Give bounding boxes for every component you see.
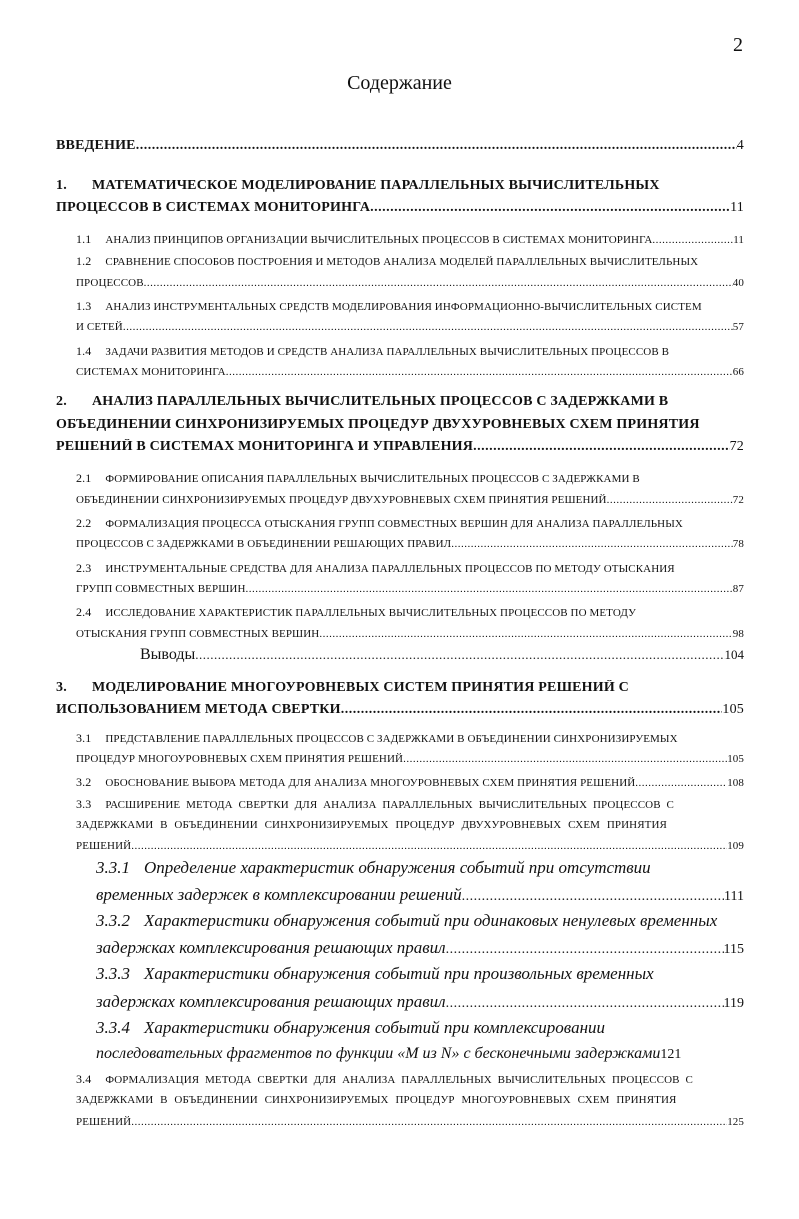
toc-entry-page: 125	[727, 1116, 744, 1128]
toc-subsection-3-3-1-line2[interactable]: временных задержек в комплексировании решений ..... 111	[96, 885, 744, 905]
toc-section-2-4[interactable]: 2.4 ИССЛЕДОВАНИЕ ХАРАКТЕРИСТИК ПАРАЛЛЕЛЬНЫХ ВЫЧИСЛИТЕЛЬНЫХ ПРОЦЕССОВ ПО МЕТОДУ	[76, 605, 636, 619]
toc-section-1-3[interactable]: 1.3 АНАЛИЗ ИНСТРУМЕНТАЛЬНЫХ СРЕДСТВ МОДЕЛИРОВАНИЯ ИНФОРМАЦИОННО-ВЫЧИСЛИТЕЛЬНЫХ СИСТЕМ	[76, 299, 702, 313]
chapter-number: 1.	[56, 178, 67, 193]
toc-subsection-3-3-2-line2[interactable]: задержках комплексирования решающих правил ..... 115	[96, 938, 744, 958]
toc-section-3-3[interactable]: 3.3 РАСШИРЕНИЕ МЕТОДА СВЕРТКИ ДЛЯ АНАЛИЗА ПАРАЛЛЕЛЬНЫХ ВЫЧИСЛИТЕЛЬНЫХ ПРОЦЕССОВ С	[76, 797, 674, 811]
toc-entry-intro[interactable]	[56, 138, 744, 154]
toc-chapter-1[interactable]	[56, 178, 744, 194]
toc-section-1-2-line2[interactable]: ПРОЦЕССОВ ..... 40	[76, 277, 744, 289]
toc-entry-page: 72	[732, 494, 744, 506]
toc-section-1-4-line2[interactable]: СИСТЕМАХ МОНИТОРИНГА ..... 66	[76, 366, 744, 378]
toc-entry-page: 57	[732, 321, 744, 333]
toc-section-2-4-line2[interactable]: ОТЫСКАНИЯ ГРУПП СОВМЕСТНЫХ ВЕРШИН ..... 98	[76, 628, 744, 640]
toc-entry-page: 104	[724, 647, 744, 662]
toc-section-1-3-line2[interactable]: И СЕТЕЙ ..... 57	[76, 321, 744, 333]
toc-entry-page: 105	[727, 753, 744, 765]
toc-subsection-3-3-4-line2[interactable]: последовательных фрагментов по функции «М из N» с бесконечными задержками 121	[96, 1045, 682, 1062]
toc-section-3-2[interactable]: 3.2 ОБОСНОВАНИЕ ВЫБОРА МЕТОДА ДЛЯ АНАЛИЗА МНОГОУРОВНЕВЫХ СХЕМ ПРИНЯТИЯ РЕШЕНИЙ ..... 108	[76, 775, 744, 790]
document-title: Содержание	[347, 72, 452, 94]
toc-section-2-2[interactable]: 2.2 ФОРМАЛИЗАЦИЯ ПРОЦЕССА ОТЫСКАНИЯ ГРУПП СОВМЕСТНЫХ ВЕРШИН ДЛЯ АНАЛИЗА ПАРАЛЛЕЛЬНЫХ	[76, 516, 683, 530]
toc-subsection-3-3-4[interactable]: 3.3.4 Характеристики обнаружения событий при комплексировании	[96, 1018, 606, 1037]
toc-subsection-3-3-1[interactable]: 3.3.1 Определение характеристик обнаружения событий при отсутствии	[96, 858, 651, 877]
toc-section-2-1[interactable]: 2.1 ФОРМИРОВАНИЕ ОПИСАНИЯ ПАРАЛЛЕЛЬНЫХ ВЫЧИСЛИТЕЛЬНЫХ ПРОЦЕССОВ С ЗАДЕРЖКАМИ В	[76, 471, 640, 485]
toc-chapter-3[interactable]: 3. МОДЕЛИРОВАНИЕ МНОГОУРОВНЕВЫХ СИСТЕМ ПРИНЯТИЯ РЕШЕНИЙ С	[56, 680, 629, 695]
toc-section-2-3-line2[interactable]: ГРУПП СОВМЕСТНЫХ ВЕРШИН ..... 87	[76, 583, 744, 595]
toc-entry-page: 87	[732, 583, 744, 595]
toc-entry-page: 109	[727, 840, 744, 852]
toc-entry-page: 72	[729, 439, 744, 454]
toc-entry-page: 98	[732, 628, 744, 640]
toc-section-2-3[interactable]: 2.3 ИНСТРУМЕНТАЛЬНЫЕ СРЕДСТВА ДЛЯ АНАЛИЗА ПАРАЛЛЕЛЬНЫХ ПРОЦЕССОВ ПО МЕТОДУ ОТЫСКАНИЯ	[76, 561, 675, 575]
toc-entry-page: 121	[660, 1047, 682, 1062]
toc-chapter-2-line3[interactable]: РЕШЕНИЙ В СИСТЕМАХ МОНИТОРИНГА И УПРАВЛЕНИЯ ..... 72	[56, 439, 744, 455]
toc-subsection-3-3-2[interactable]: 3.3.2 Характеристики обнаружения событий при одинаковых ненулевых временных	[96, 911, 718, 930]
toc-section-2-1-line2[interactable]: ОБЪЕДИНЕНИИ СИНХРОНИЗИРУЕМЫХ ПРОЦЕДУР ДВУХУРОВНЕВЫХ СХЕМ ПРИНЯТИЯ РЕШЕНИЙ ..... 72	[76, 494, 744, 506]
toc-entry-page: 11	[733, 234, 744, 246]
toc-section-2-2-line2[interactable]: ПРОЦЕССОВ С ЗАДЕРЖКАМИ В ОБЪЕДИНЕНИИ РЕШАЮЩИХ ПРАВИЛ ..... 78	[76, 538, 744, 550]
toc-entry-page: 66	[732, 366, 744, 378]
toc-entry-page: 108	[727, 777, 744, 789]
toc-entry-page: 78	[732, 538, 744, 550]
toc-section-3-1-line2[interactable]: ПРОЦЕДУР МНОГОУРОВНЕВЫХ СХЕМ ПРИНЯТИЯ РЕШЕНИЙ ..... 105	[76, 753, 744, 765]
toc-section-3-1[interactable]: 3.1 ПРЕДСТАВЛЕНИЕ ПАРАЛЛЕЛЬНЫХ ПРОЦЕССОВ С ЗАДЕРЖКАМИ В ОБЪЕДИНЕНИИ СИНХРОНИЗИРУЕМЫХ	[76, 731, 678, 745]
chapter-number: 3.	[56, 680, 67, 695]
toc-chapter-2[interactable]: 2. АНАЛИЗ ПАРАЛЛЕЛЬНЫХ ВЫЧИСЛИТЕЛЬНЫХ ПРОЦЕССОВ С ЗАДЕРЖКАМИ В	[56, 394, 669, 409]
toc-subsection-3-3-3-line2[interactable]: задержках комплексирования решающих правил ..... 119	[96, 992, 744, 1012]
toc-chapter-3-line2[interactable]: ИСПОЛЬЗОВАНИЕМ МЕТОДА СВЕРТКИ ..... 105	[56, 702, 744, 718]
toc-chapter-2-line2[interactable]: ОБЪЕДИНЕНИИ СИНХРОНИЗИРУЕМЫХ ПРОЦЕДУР ДВУХУРОВНЕВЫХ СХЕМ ПРИНЯТИЯ	[56, 417, 700, 432]
toc-entry-page: 11	[730, 200, 744, 215]
toc-subsection-3-3-3[interactable]: 3.3.3 Характеристики обнаружения событий при произвольных временных	[96, 964, 654, 983]
toc-section-3-4-line2[interactable]: ЗАДЕРЖКАМИ В ОБЪЕДИНЕНИИ СИНХРОНИЗИРУЕМЫХ ПРОЦЕДУР МНОГОУРОВНЕВЫХ СХЕМ ПРИНЯТИЯ	[76, 1094, 677, 1106]
toc-chapter-1-line2[interactable]: ПРОЦЕССОВ В СИСТЕМАХ МОНИТОРИНГА ..... 11	[56, 200, 744, 216]
toc-section-3-4[interactable]: 3.4 ФОРМАЛИЗАЦИЯ МЕТОДА СВЕРТКИ ДЛЯ АНАЛИЗА ПАРАЛЛЕЛЬНЫХ ВЫЧИСЛИТЕЛЬНЫХ ПРОЦЕССОВ С	[76, 1072, 693, 1086]
toc-section-3-4-line3[interactable]: РЕШЕНИЙ ..... 125	[76, 1116, 744, 1128]
toc-entry-title: ВВЕДЕНИЕ	[56, 138, 136, 153]
toc-conclusions[interactable]: Выводы ..... 104	[140, 646, 744, 664]
toc-entry-page: 40	[732, 277, 744, 289]
toc-entry-page: 115	[723, 942, 744, 957]
toc-section-1-1[interactable]: 1.1 АНАЛИЗ ПРИНЦИПОВ ОРГАНИЗАЦИИ ВЫЧИСЛИТЕЛЬНЫХ ПРОЦЕССОВ В СИСТЕМАХ МОНИТОРИНГА ..... 11	[76, 232, 744, 247]
toc-section-3-3-line2[interactable]: ЗАДЕРЖКАМИ В ОБЪЕДИНЕНИИ СИНХРОНИЗИРУЕМЫХ ПРОЦЕДУР ДВУХУРОВНЕВЫХ СХЕМ ПРИНЯТИЯ	[76, 819, 667, 831]
page-number: 2	[733, 34, 743, 56]
toc-entry-page: 111	[724, 889, 744, 904]
chapter-number: 2.	[56, 394, 67, 409]
toc-section-1-4[interactable]: 1.4 ЗАДАЧИ РАЗВИТИЯ МЕТОДОВ И СРЕДСТВ АНАЛИЗА ПАРАЛЛЕЛЬНЫХ ВЫЧИСЛИТЕЛЬНЫХ ПРОЦЕССОВ В	[76, 344, 670, 358]
toc-entry-page: 119	[723, 996, 744, 1011]
toc-entry-page: 105	[722, 702, 744, 717]
toc-section-3-3-line3[interactable]: РЕШЕНИЙ ..... 109	[76, 840, 744, 852]
toc-entry-page: 4	[736, 138, 744, 153]
chapter-title-line1: МАТЕМАТИЧЕСКОЕ МОДЕЛИРОВАНИЕ ПАРАЛЛЕЛЬНЫХ ВЫЧИСЛИТЕЛЬНЫХ	[92, 178, 660, 193]
toc-section-1-2[interactable]: 1.2 СРАВНЕНИЕ СПОСОБОВ ПОСТРОЕНИЯ И МЕТОДОВ АНАЛИЗА МОДЕЛЕЙ ПАРАЛЛЕЛЬНЫХ ВЫЧИСЛИТЕЛЬНЫХ	[76, 254, 699, 268]
